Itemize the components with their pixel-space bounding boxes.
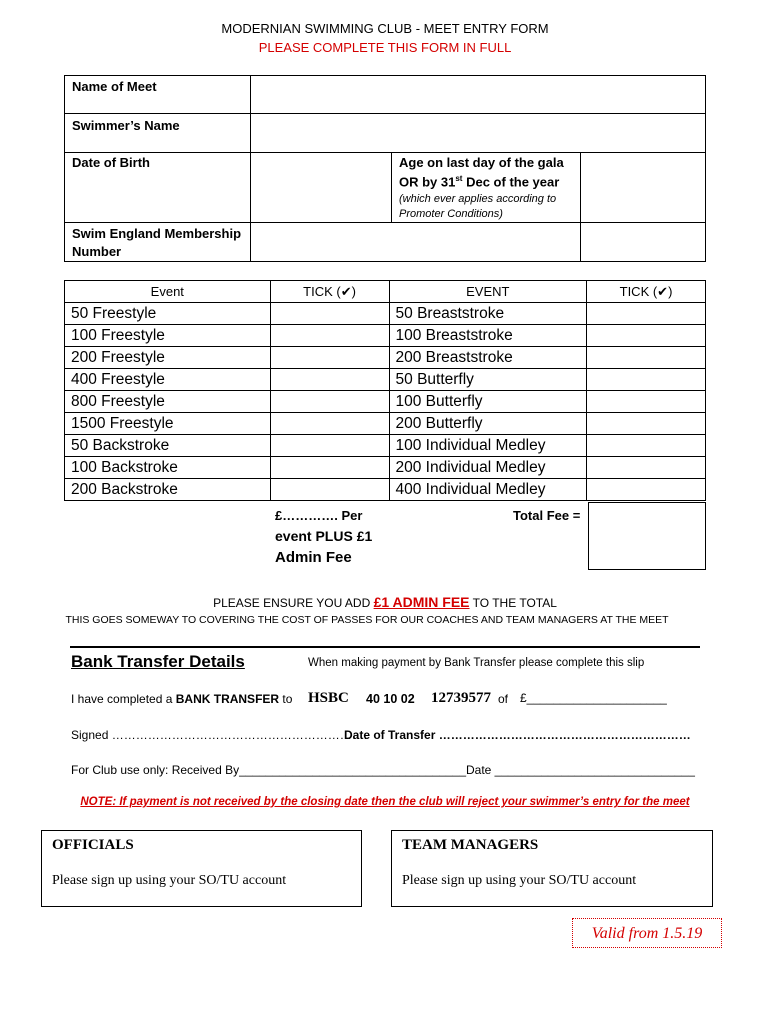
event-left-tick[interactable] [270, 435, 389, 457]
event-right-header: EVENT [389, 281, 587, 303]
name-of-meet-field[interactable] [250, 75, 706, 114]
event-row [65, 391, 706, 413]
event-left-tick[interactable] [270, 369, 389, 391]
membership-label-line1: Swim England Membership [72, 226, 242, 241]
age-note-line2: Promoter Conditions) [399, 208, 503, 220]
event-left-name: 50 Freestyle [65, 303, 271, 325]
event-right-name: 100 Breaststroke [389, 325, 587, 347]
bank-transfer-heading: Bank Transfer Details [71, 652, 245, 671]
bank-transfer-completed: I have completed a BANK TRANSFER to [71, 692, 293, 706]
age-label-line1: Age on last day of the gala [399, 155, 564, 170]
event-right-name: 50 Breaststroke [389, 303, 587, 325]
signed-field[interactable]: Signed ………………………………………………………. [71, 728, 368, 742]
team-managers-heading: TEAM MANAGERS [402, 837, 539, 853]
event-right-tick[interactable] [587, 457, 706, 479]
membership-label-line2: Number [72, 244, 122, 259]
event-right-tick[interactable] [587, 347, 706, 369]
event-right-tick[interactable] [587, 435, 706, 457]
name-of-meet-label: Name of Meet [72, 79, 157, 94]
team-managers-text: Please sign up using your SO/TU account [402, 873, 637, 888]
events-table [64, 280, 706, 501]
swimmer-name-field[interactable] [250, 113, 706, 153]
event-right-name: 200 Breaststroke [389, 347, 587, 369]
officials-text: Please sign up using your SO/TU account [52, 873, 287, 888]
swimmer-name-label: Swimmer’s Name [72, 118, 180, 133]
account-number: 12739577 [431, 690, 491, 706]
age-note-line1: (which ever applies according to [399, 193, 557, 205]
membership-field[interactable] [250, 222, 581, 262]
events-header-row [65, 281, 706, 303]
tick-left-header: TICK (✔) [270, 281, 389, 303]
event-left-tick[interactable] [270, 479, 389, 501]
event-row [65, 435, 706, 457]
club-use-only-line: For Club use only: Received By__________________________________Date ______________________________ [71, 763, 695, 777]
event-right-tick[interactable] [587, 303, 706, 325]
age-label-line2: OR by 31st Dec of the year [399, 174, 560, 190]
per-event-fee-line1: £…………. Per [275, 508, 363, 523]
officials-box [41, 830, 362, 907]
valid-from-stamp: Valid from 1.5.19 [572, 918, 722, 948]
per-event-fee-line3: Admin Fee [275, 549, 352, 566]
event-row [65, 413, 706, 435]
event-right-name: 50 Butterfly [389, 369, 587, 391]
event-left-tick[interactable] [270, 413, 389, 435]
event-right-name: 200 Individual Medley [389, 457, 587, 479]
event-right-name: 100 Butterfly [389, 391, 587, 413]
bank-name: HSBC [308, 690, 349, 706]
event-left-header: Event [65, 281, 271, 303]
date-of-transfer-field[interactable]: Date of Transfer ……………………………………………………… [344, 728, 691, 742]
event-left-name: 200 Backstroke [65, 479, 271, 501]
event-left-tick[interactable] [270, 325, 389, 347]
membership-extra-cell [580, 222, 706, 262]
event-row [65, 325, 706, 347]
total-fee-label: Total Fee = [513, 508, 581, 523]
event-right-name: 100 Individual Medley [389, 435, 587, 457]
team-managers-box [391, 830, 713, 907]
admin-fee-notice: PLEASE ENSURE YOU ADD £1 ADMIN FEE TO THE TOTAL [213, 594, 557, 610]
event-left-name: 50 Backstroke [65, 435, 271, 457]
event-right-tick[interactable] [587, 479, 706, 501]
event-left-tick[interactable] [270, 347, 389, 369]
total-fee-field[interactable] [588, 502, 706, 570]
event-right-name: 200 Butterfly [389, 413, 587, 435]
officials-heading: OFFICIALS [52, 837, 134, 853]
event-right-tick[interactable] [587, 325, 706, 347]
tick-right-header: TICK (✔) [587, 281, 706, 303]
event-left-name: 1500 Freestyle [65, 413, 271, 435]
event-left-name: 200 Freestyle [65, 347, 271, 369]
event-right-tick[interactable] [587, 413, 706, 435]
event-left-name: 100 Freestyle [65, 325, 271, 347]
event-left-tick[interactable] [270, 457, 389, 479]
event-left-tick[interactable] [270, 391, 389, 413]
event-row [65, 303, 706, 325]
event-left-name: 400 Freestyle [65, 369, 271, 391]
event-right-name: 400 Individual Medley [389, 479, 587, 501]
sort-code: 40 10 02 [366, 692, 415, 706]
admin-fee-explanation: THIS GOES SOMEWAY TO COVERING THE COST OF PASSES FOR OUR COACHES AND TEAM MANAGERS AT THE MEET [65, 614, 669, 626]
event-right-tick[interactable] [587, 391, 706, 413]
transfer-amount-field[interactable]: £_____________________ [520, 691, 667, 705]
dob-label: Date of Birth [72, 155, 150, 170]
event-left-tick[interactable] [270, 303, 389, 325]
event-left-name: 100 Backstroke [65, 457, 271, 479]
dob-field[interactable] [250, 152, 392, 223]
section-divider [70, 646, 700, 648]
of-label: of [498, 692, 509, 706]
bank-transfer-instruction: When making payment by Bank Transfer please complete this slip [308, 657, 645, 669]
event-row [65, 369, 706, 391]
event-right-tick[interactable] [587, 369, 706, 391]
event-row [65, 457, 706, 479]
form-title: MODERNIAN SWIMMING CLUB - MEET ENTRY FORM [221, 21, 549, 36]
payment-warning: NOTE: If payment is not received by the closing date then the club will reject your swimmer’s entry for the meet [80, 796, 690, 808]
per-event-fee-line2: event PLUS £1 [275, 528, 373, 544]
age-field[interactable] [580, 152, 706, 223]
event-left-name: 800 Freestyle [65, 391, 271, 413]
form-subtitle: PLEASE COMPLETE THIS FORM IN FULL [258, 40, 512, 55]
event-row [65, 479, 706, 501]
event-row [65, 347, 706, 369]
